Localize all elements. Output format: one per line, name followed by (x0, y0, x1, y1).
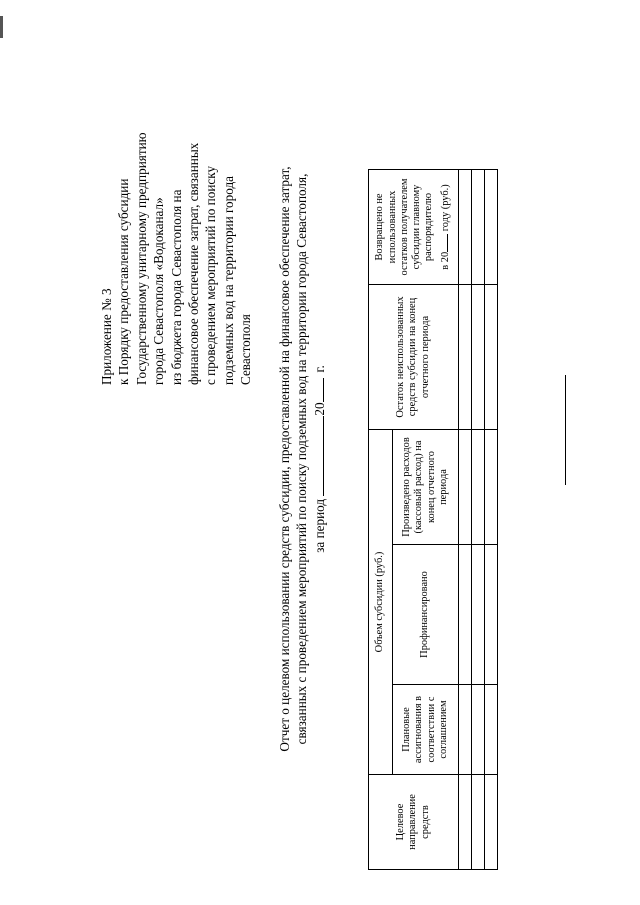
table-cell (459, 170, 472, 285)
signature-line (565, 375, 566, 485)
col-header-direction: Целевое направление средств (369, 775, 459, 870)
appendix-line: подземных вод на территории города (220, 175, 236, 385)
table-cell (485, 685, 498, 775)
report-period (311, 129, 328, 789)
table-cell (459, 285, 472, 430)
report-title (276, 129, 328, 789)
col-header-financed: Профинансировано (393, 545, 459, 685)
table-cell (472, 545, 485, 685)
appendix-line: финансовое обеспечение затрат, связанных (186, 142, 202, 385)
period-suffix: г. (311, 365, 327, 373)
appendix-line: Государственному унитарному предприятию (133, 132, 149, 385)
appendix-line: города Севастополя «Водоканал» (151, 197, 167, 385)
returned-year-prefix: в 20 (440, 251, 452, 270)
table-cell (485, 430, 498, 545)
returned-text: Возвращено не использованных остатков получателем субсидии главному распорядителю (374, 178, 435, 276)
col-header-remaining: Остаток неиспользованных средств субсидии на конец отчетного периода (369, 285, 459, 430)
table-cell (472, 430, 485, 545)
report-title-line-1: Отчет о целевом использовании средств субсидии, предоставленной на финансовое обеспечение затрат, (277, 166, 292, 752)
col-header-returned (369, 170, 459, 285)
appendix-header (98, 0, 255, 385)
period-prefix: за период (311, 498, 327, 553)
table-row (459, 170, 472, 870)
period-year: 20 (311, 402, 327, 416)
table-cell (485, 775, 498, 870)
col-header-spent: Произведено расходов (кассовый расход) на конец отчетного периода (393, 430, 459, 545)
table-cell (485, 170, 498, 285)
report-table (368, 169, 498, 870)
appendix-line: Севастополя (238, 314, 254, 385)
period-year-blank-field (311, 378, 324, 402)
table-cell (459, 430, 472, 545)
report-title-line-2: связанных с проведением мероприятий по поиску подземных вод на территории города Севастополя, (294, 173, 310, 745)
table-cell (472, 775, 485, 870)
col-header-planned: Плановые ассигнования в соответствии с соглашением (393, 685, 459, 775)
period-blank-field (311, 416, 324, 496)
table-cell (485, 545, 498, 685)
table-row (472, 170, 485, 870)
table-cell (472, 170, 485, 285)
table-row (485, 170, 498, 870)
table-cell (472, 685, 485, 775)
table-cell (459, 685, 472, 775)
table-cell (472, 285, 485, 430)
table-cell (459, 545, 472, 685)
table-cell (485, 285, 498, 430)
returned-year-suffix: году (руб.) (440, 184, 452, 232)
appendix-line: к Порядку предоставления субсидии (116, 178, 132, 385)
returned-year-blank-field (435, 234, 448, 252)
appendix-line: с проведением мероприятий по поиску (203, 165, 219, 385)
table-cell (459, 775, 472, 870)
group-header-volume: Объем субсидии (руб.) (369, 430, 393, 775)
appendix-line: Приложение № 3 (99, 288, 114, 385)
appendix-line: из бюджета города Севастополя на (168, 189, 184, 385)
